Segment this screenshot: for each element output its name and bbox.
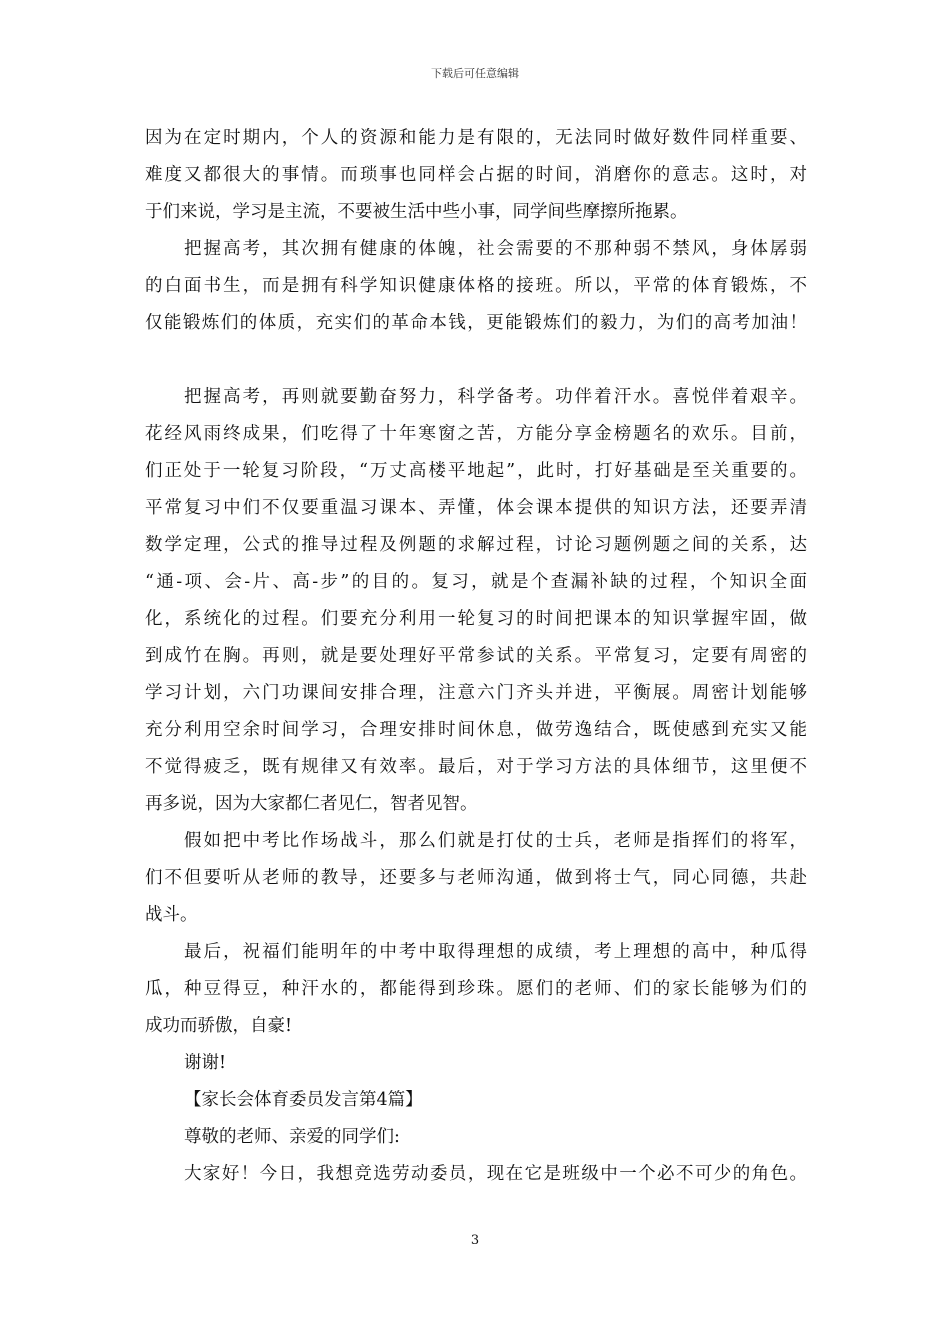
paragraph <box>145 231 807 342</box>
text-line: 把握高考，其次拥有健康的体魄，社会需要的不那种弱不禁风，身体孱弱 <box>184 239 807 259</box>
text-line: 不觉得疲乏，既有规律又有效率。最后，对于学习方法的具体细节，这里便不 <box>145 757 807 777</box>
text-line: 的白面书生，而是拥有科学知识健康体格的接班。所以，平常的体育锻炼，不 <box>145 276 807 296</box>
blank-line <box>145 342 807 379</box>
text-line: 瓜，种豆得豆，种汗水的，都能得到珍珠。愿们的老师、们的家长能够为们的 <box>145 979 807 999</box>
paragraph <box>145 1156 807 1193</box>
text-line: 假如把中考比作场战斗，那么们就是打仗的士兵，老师是指挥们的将军， <box>184 831 807 851</box>
text-line: 们正处于一轮复习阶段，“万丈高楼平地起”，此时，打好基础是至关重要的。 <box>145 461 807 481</box>
text-line: 战斗。 <box>145 905 198 925</box>
text-line: 谢谢! <box>184 1053 227 1073</box>
page-number: 3 <box>470 1233 480 1248</box>
document-body <box>145 120 807 1193</box>
text-line: 因为在定时期内，个人的资源和能力是有限的，无法同时做好数件同样重要、 <box>145 128 807 148</box>
text-line: 仅能锻炼们的体质，充实们的革命本钱，更能锻炼们的毅力，为们的高考加油！ <box>145 313 807 333</box>
text-line: “通-项、会-片、高-步”的目的。复习，就是个查漏补缺的过程，个知识全面 <box>145 572 807 592</box>
paragraph <box>145 934 807 1045</box>
paragraph <box>145 823 807 934</box>
section-heading <box>145 1082 807 1119</box>
text-line: 尊敬的老师、亲爱的同学们: <box>184 1127 400 1147</box>
text-line: 于们来说，学习是主流，不要被生活中些小事，同学间些摩擦所拖累。 <box>145 202 688 222</box>
text-line: 们不但要听从老师的教导，还要多与老师沟通，做到将士气，同心同德，共赴 <box>145 868 807 888</box>
page-header: 下载后可任意编辑 <box>431 67 519 80</box>
salutation <box>145 1119 807 1156</box>
text-line: 平常复习中们不仅要重温习课本、弄懂，体会课本提供的知识方法，还要弄清 <box>145 498 807 518</box>
text-line: 最后，祝福们能明年的中考中取得理想的成绩，考上理想的高中，种瓜得 <box>184 942 807 962</box>
text-line: 成功而骄傲，自豪! <box>145 1016 293 1036</box>
text-line: 再多说，因为大家都仁者见仁，智者见智。 <box>145 794 478 814</box>
text-line: 大家好！今日，我想竞选劳动委员，现在它是班级中一个必不可少的角色。 <box>184 1164 807 1184</box>
text-line: 【家长会体育委员发言第4篇】 <box>184 1090 423 1110</box>
text-line: 到成竹在胸。再则，就是要处理好平常参试的关系。平常复习，定要有周密的 <box>145 646 807 666</box>
text-line: 难度又都很大的事情。而琐事也同样会占据的时间，消磨你的意志。这时，对 <box>145 165 807 185</box>
text-line: 花经风雨终成果，们吃得了十年寒窗之苦，方能分享金榜题名的欢乐。目前， <box>145 424 807 444</box>
text-line: 化，系统化的过程。们要充分利用一轮复习的时间把课本的知识掌握牢固，做 <box>145 609 807 629</box>
paragraph <box>145 120 807 231</box>
text-line: 数学定理，公式的推导过程及例题的求解过程，讨论习题例题之间的关系，达 <box>145 535 807 555</box>
text-line: 充分利用空余时间学习，合理安排时间休息，做劳逸结合，既使感到充实又能 <box>145 720 807 740</box>
text-line: 把握高考，再则就要勤奋努力，科学备考。功伴着汗水。喜悦伴着艰辛。 <box>184 387 807 407</box>
paragraph <box>145 379 807 823</box>
text-line: 学习计划，六门功课间安排合理，注意六门齐头并进，平衡展。周密计划能够 <box>145 683 807 703</box>
paragraph <box>145 1045 807 1082</box>
